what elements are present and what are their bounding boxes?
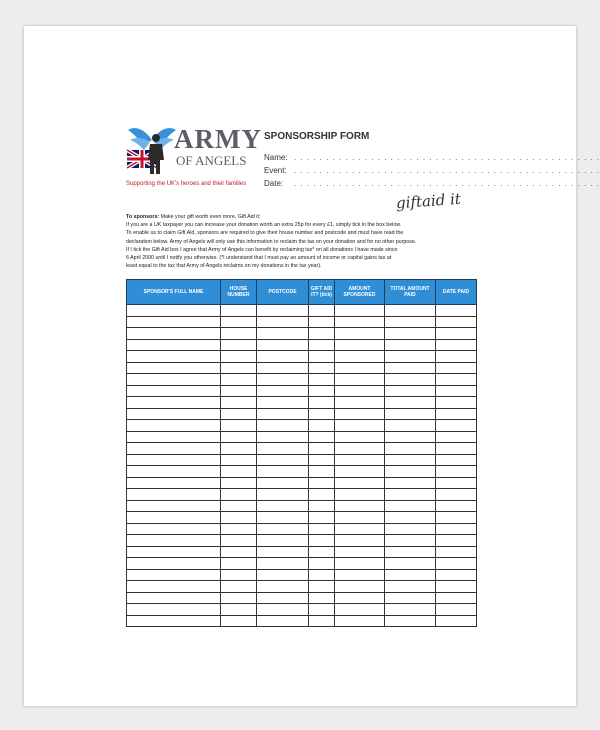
table-cell[interactable] — [436, 305, 477, 317]
table-cell[interactable] — [385, 592, 436, 604]
table-cell[interactable] — [335, 374, 385, 386]
table-cell[interactable] — [221, 523, 257, 535]
table-cell[interactable] — [436, 558, 477, 570]
table-cell[interactable] — [127, 466, 221, 478]
instructions-heading-rest: Make your gift worth even more, Gift Aid it: — [159, 214, 261, 220]
table-cell[interactable] — [335, 477, 385, 489]
table-cell[interactable] — [309, 604, 335, 616]
name-dotted-line: . . . . . . . . . . . . . . . . . . . . . . . . . . . . . . . . . . . . . . . . . . . . . . . . — [294, 153, 600, 162]
table-cell[interactable] — [335, 339, 385, 351]
table-row — [127, 615, 477, 627]
table-cell[interactable] — [385, 408, 436, 420]
table-cell[interactable] — [127, 305, 221, 317]
table-cell[interactable] — [221, 546, 257, 558]
table-row — [127, 397, 477, 409]
table-cell[interactable] — [221, 374, 257, 386]
table-row — [127, 512, 477, 524]
table-cell[interactable] — [221, 604, 257, 616]
table-cell[interactable] — [127, 316, 221, 328]
table-cell[interactable] — [309, 546, 335, 558]
col-header-amount-sponsored: AMOUNT SPONSORED — [335, 280, 385, 305]
table-row — [127, 489, 477, 501]
name-field[interactable] — [264, 153, 600, 162]
table-cell[interactable] — [335, 546, 385, 558]
table-cell[interactable] — [257, 374, 309, 386]
table-cell[interactable] — [309, 581, 335, 593]
event-label: Event: — [264, 166, 287, 175]
table-cell[interactable] — [127, 328, 221, 340]
table-cell[interactable] — [335, 397, 385, 409]
table-cell[interactable] — [221, 443, 257, 455]
form-title: SPONSORSHIP FORM — [264, 131, 370, 142]
logo-tagline: Supporting the UK's heroes and their families — [126, 181, 247, 187]
table-cell[interactable] — [335, 489, 385, 501]
table-cell[interactable] — [221, 328, 257, 340]
table-cell[interactable] — [436, 454, 477, 466]
table-cell[interactable] — [127, 397, 221, 409]
table-cell[interactable] — [127, 604, 221, 616]
table-cell[interactable] — [436, 512, 477, 524]
table-cell[interactable] — [335, 512, 385, 524]
table-row — [127, 374, 477, 386]
table-cell[interactable] — [436, 316, 477, 328]
table-cell[interactable] — [221, 615, 257, 627]
table-cell[interactable] — [335, 316, 385, 328]
table-cell[interactable] — [436, 328, 477, 340]
table-cell[interactable] — [309, 431, 335, 443]
table-cell[interactable] — [436, 500, 477, 512]
instructions-line: declaration below. Army of Angels will only use this information to reclaim the tax on your donation and for no other purpose. — [126, 238, 417, 245]
table-cell[interactable] — [385, 500, 436, 512]
table-cell[interactable] — [309, 339, 335, 351]
table-cell[interactable] — [335, 351, 385, 363]
table-row — [127, 305, 477, 317]
table-cell[interactable] — [436, 420, 477, 432]
table-cell[interactable] — [127, 385, 221, 397]
table-cell[interactable] — [127, 454, 221, 466]
logo-angels-text: OF ANGELS — [176, 153, 247, 168]
table-cell[interactable] — [257, 535, 309, 547]
table-cell[interactable] — [385, 523, 436, 535]
table-cell[interactable] — [436, 592, 477, 604]
table-cell[interactable] — [127, 408, 221, 420]
table-cell[interactable] — [257, 339, 309, 351]
date-dotted-line: . . . . . . . . . . . . . . . . . . . . . . . . . . . . . . . . . . . . . . . . . . . . . . . . — [294, 179, 600, 188]
table-cell[interactable] — [257, 420, 309, 432]
table-cell[interactable] — [309, 512, 335, 524]
table-cell[interactable] — [257, 569, 309, 581]
table-cell[interactable] — [309, 328, 335, 340]
table-cell[interactable] — [309, 454, 335, 466]
table-cell[interactable] — [257, 500, 309, 512]
table-cell[interactable] — [335, 431, 385, 443]
table-row — [127, 546, 477, 558]
table-cell[interactable] — [335, 466, 385, 478]
table-body — [127, 305, 477, 627]
table-cell[interactable] — [257, 604, 309, 616]
sponsorship-table — [126, 279, 477, 627]
instructions-line: If you are a UK taxpayer you can increase your donation worth an extra 25p for every £1, simply tick in the box below. — [126, 222, 402, 229]
table-cell[interactable] — [221, 362, 257, 374]
angel-soldier-icon — [126, 124, 178, 176]
table-cell[interactable] — [221, 500, 257, 512]
table-cell[interactable] — [309, 305, 335, 317]
table-cell[interactable] — [257, 351, 309, 363]
table-cell[interactable] — [257, 385, 309, 397]
table-header-row — [127, 280, 477, 305]
table-cell[interactable] — [221, 397, 257, 409]
table-cell[interactable] — [221, 569, 257, 581]
table-cell[interactable] — [335, 408, 385, 420]
table-cell[interactable] — [257, 592, 309, 604]
table-row — [127, 581, 477, 593]
table-row — [127, 604, 477, 616]
table-cell[interactable] — [309, 466, 335, 478]
table-cell[interactable] — [385, 569, 436, 581]
table-cell[interactable] — [335, 420, 385, 432]
table-cell[interactable] — [335, 581, 385, 593]
table-cell[interactable] — [127, 339, 221, 351]
table-row — [127, 558, 477, 570]
table-cell[interactable] — [385, 305, 436, 317]
table-cell[interactable] — [257, 615, 309, 627]
table-cell[interactable] — [127, 431, 221, 443]
table-cell[interactable] — [257, 512, 309, 524]
table-cell[interactable] — [436, 385, 477, 397]
instructions-heading — [126, 213, 486, 221]
table-cell[interactable] — [436, 374, 477, 386]
table-cell[interactable] — [335, 592, 385, 604]
table-cell[interactable] — [335, 558, 385, 570]
table-cell[interactable] — [127, 592, 221, 604]
table-row — [127, 535, 477, 547]
table-row — [127, 454, 477, 466]
table-cell[interactable] — [385, 351, 436, 363]
table-cell[interactable] — [309, 397, 335, 409]
table-cell[interactable] — [335, 328, 385, 340]
table-cell[interactable] — [436, 535, 477, 547]
table-row — [127, 500, 477, 512]
instructions-heading-bold: To sponsors: — [126, 214, 160, 220]
table-cell[interactable] — [385, 604, 436, 616]
table-cell[interactable] — [127, 443, 221, 455]
table-cell[interactable] — [221, 339, 257, 351]
event-field[interactable] — [264, 166, 600, 175]
table-cell[interactable] — [221, 431, 257, 443]
gift-aid-instructions — [126, 213, 486, 270]
table-cell[interactable] — [221, 512, 257, 524]
col-header-total-paid: TOTAL AMOUNT PAID — [385, 280, 436, 305]
table-cell[interactable] — [257, 546, 309, 558]
table-cell[interactable] — [221, 489, 257, 501]
table-cell[interactable] — [335, 385, 385, 397]
table-cell[interactable] — [127, 374, 221, 386]
table-cell[interactable] — [127, 615, 221, 627]
table-cell[interactable] — [309, 362, 335, 374]
table-cell[interactable] — [385, 328, 436, 340]
col-header-postcode: POSTCODE — [257, 280, 309, 305]
table-cell[interactable] — [257, 431, 309, 443]
table-cell[interactable] — [335, 604, 385, 616]
table-cell[interactable] — [257, 443, 309, 455]
table-cell[interactable] — [436, 443, 477, 455]
instructions-line: If I tick the Gift Aid box I agree that Army of Angels can benefit by reclaiming tax* on all donations I have made since — [126, 246, 398, 253]
table-cell[interactable] — [309, 408, 335, 420]
table-cell[interactable] — [221, 351, 257, 363]
table-cell[interactable] — [257, 362, 309, 374]
table-cell[interactable] — [335, 569, 385, 581]
table-cell[interactable] — [309, 592, 335, 604]
table-cell[interactable] — [385, 374, 436, 386]
table-row — [127, 362, 477, 374]
table-cell[interactable] — [221, 466, 257, 478]
instructions-line: 6 April 2000 until I notify you otherwise. (*I understand that I must pay an amount of income or capital gains tax at — [126, 255, 392, 262]
table-cell[interactable] — [221, 581, 257, 593]
table-cell[interactable] — [385, 385, 436, 397]
giftaid-logo: giftaid it — [395, 189, 462, 213]
table-cell[interactable] — [221, 316, 257, 328]
col-header-date-paid: DATE PAID — [436, 280, 477, 305]
table-cell[interactable] — [309, 443, 335, 455]
table-cell[interactable] — [257, 305, 309, 317]
table-cell[interactable] — [385, 512, 436, 524]
table-cell[interactable] — [385, 546, 436, 558]
table-row — [127, 316, 477, 328]
table-cell[interactable] — [335, 443, 385, 455]
table-cell[interactable] — [309, 420, 335, 432]
table-cell[interactable] — [436, 339, 477, 351]
table-cell[interactable] — [257, 454, 309, 466]
table-cell[interactable] — [221, 385, 257, 397]
col-header-gift-aid: GIFT AID IT? (tick) — [309, 280, 335, 305]
name-label: Name: — [264, 153, 288, 162]
table-cell[interactable] — [257, 477, 309, 489]
table-cell[interactable] — [309, 374, 335, 386]
table-row — [127, 328, 477, 340]
table-row — [127, 466, 477, 478]
table-cell[interactable] — [436, 615, 477, 627]
logo-army-text: ARMY — [174, 124, 262, 154]
table-cell[interactable] — [257, 316, 309, 328]
table-cell[interactable] — [436, 477, 477, 489]
table-cell[interactable] — [385, 420, 436, 432]
table-cell[interactable] — [335, 500, 385, 512]
table-cell[interactable] — [257, 489, 309, 501]
table-row — [127, 523, 477, 535]
table-cell[interactable] — [127, 546, 221, 558]
table-row — [127, 431, 477, 443]
table-cell[interactable] — [436, 466, 477, 478]
table-cell[interactable] — [221, 305, 257, 317]
table-cell[interactable] — [309, 500, 335, 512]
table-cell[interactable] — [127, 420, 221, 432]
table-cell[interactable] — [309, 615, 335, 627]
table-cell[interactable] — [127, 581, 221, 593]
table-cell[interactable] — [309, 316, 335, 328]
table-cell[interactable] — [436, 523, 477, 535]
table-cell[interactable] — [436, 397, 477, 409]
table-cell[interactable] — [385, 558, 436, 570]
date-field[interactable] — [264, 179, 600, 188]
table-cell[interactable] — [309, 385, 335, 397]
instructions-line: To enable us to claim Gift Aid, sponsors are required to give their house number and postcode and must have read the — [126, 230, 404, 237]
table-cell[interactable] — [385, 431, 436, 443]
table-cell[interactable] — [257, 523, 309, 535]
table-cell[interactable] — [385, 316, 436, 328]
table-cell[interactable] — [127, 558, 221, 570]
table-row — [127, 339, 477, 351]
table-cell[interactable] — [127, 535, 221, 547]
table-cell[interactable] — [436, 569, 477, 581]
table-cell[interactable] — [127, 500, 221, 512]
table-cell[interactable] — [385, 454, 436, 466]
table-cell[interactable] — [309, 523, 335, 535]
table-cell[interactable] — [385, 443, 436, 455]
table-row — [127, 351, 477, 363]
army-of-angels-logo — [126, 124, 262, 176]
table-cell[interactable] — [385, 362, 436, 374]
table-cell[interactable] — [335, 523, 385, 535]
table-cell[interactable] — [221, 558, 257, 570]
table-cell[interactable] — [257, 581, 309, 593]
table-row — [127, 569, 477, 581]
date-label: Date: — [264, 179, 284, 188]
col-header-sponsor-name: SPONSOR'S FULL NAME — [127, 280, 221, 305]
table-cell[interactable] — [436, 362, 477, 374]
table-cell[interactable] — [385, 581, 436, 593]
col-header-house-number: HOUSE NUMBER — [221, 280, 257, 305]
table-cell[interactable] — [385, 477, 436, 489]
table-row — [127, 385, 477, 397]
table-row — [127, 477, 477, 489]
table-cell[interactable] — [436, 581, 477, 593]
table-cell[interactable] — [221, 535, 257, 547]
table-cell[interactable] — [335, 615, 385, 627]
table-cell[interactable] — [309, 489, 335, 501]
table-cell[interactable] — [221, 592, 257, 604]
table-cell[interactable] — [309, 351, 335, 363]
table-cell[interactable] — [221, 477, 257, 489]
table-cell[interactable] — [436, 546, 477, 558]
table-cell[interactable] — [309, 569, 335, 581]
table-cell[interactable] — [257, 408, 309, 420]
table-cell[interactable] — [127, 362, 221, 374]
instructions-line: least equal to the tax that Army of Angels reclaims on my donations in the tax year). — [126, 263, 322, 270]
table-cell[interactable] — [335, 535, 385, 547]
table-cell[interactable] — [257, 397, 309, 409]
table-cell[interactable] — [385, 615, 436, 627]
table-cell[interactable] — [309, 558, 335, 570]
table-cell[interactable] — [335, 305, 385, 317]
table-cell[interactable] — [257, 328, 309, 340]
table-cell[interactable] — [335, 362, 385, 374]
table-cell[interactable] — [309, 535, 335, 547]
table-cell[interactable] — [127, 477, 221, 489]
table-cell[interactable] — [385, 489, 436, 501]
table-cell[interactable] — [257, 466, 309, 478]
table-cell[interactable] — [436, 431, 477, 443]
table-cell[interactable] — [436, 351, 477, 363]
table-cell[interactable] — [127, 351, 221, 363]
event-dotted-line: . . . . . . . . . . . . . . . . . . . . . . . . . . . . . . . . . . . . . . . . . . . . . . . . — [294, 166, 600, 175]
table-row — [127, 408, 477, 420]
table-cell[interactable] — [385, 397, 436, 409]
table-cell[interactable] — [127, 523, 221, 535]
table-cell[interactable] — [436, 489, 477, 501]
table-cell[interactable] — [385, 339, 436, 351]
table-row — [127, 420, 477, 432]
table-cell[interactable] — [436, 604, 477, 616]
table-cell[interactable] — [385, 466, 436, 478]
table-cell[interactable] — [127, 512, 221, 524]
table-cell[interactable] — [385, 535, 436, 547]
table-cell[interactable] — [127, 569, 221, 581]
table-cell[interactable] — [221, 454, 257, 466]
table-cell[interactable] — [221, 408, 257, 420]
table-row — [127, 443, 477, 455]
table-cell[interactable] — [335, 454, 385, 466]
table-cell[interactable] — [309, 477, 335, 489]
table-cell[interactable] — [127, 489, 221, 501]
table-cell[interactable] — [257, 558, 309, 570]
table-cell[interactable] — [436, 408, 477, 420]
table-cell[interactable] — [221, 420, 257, 432]
table-row — [127, 592, 477, 604]
